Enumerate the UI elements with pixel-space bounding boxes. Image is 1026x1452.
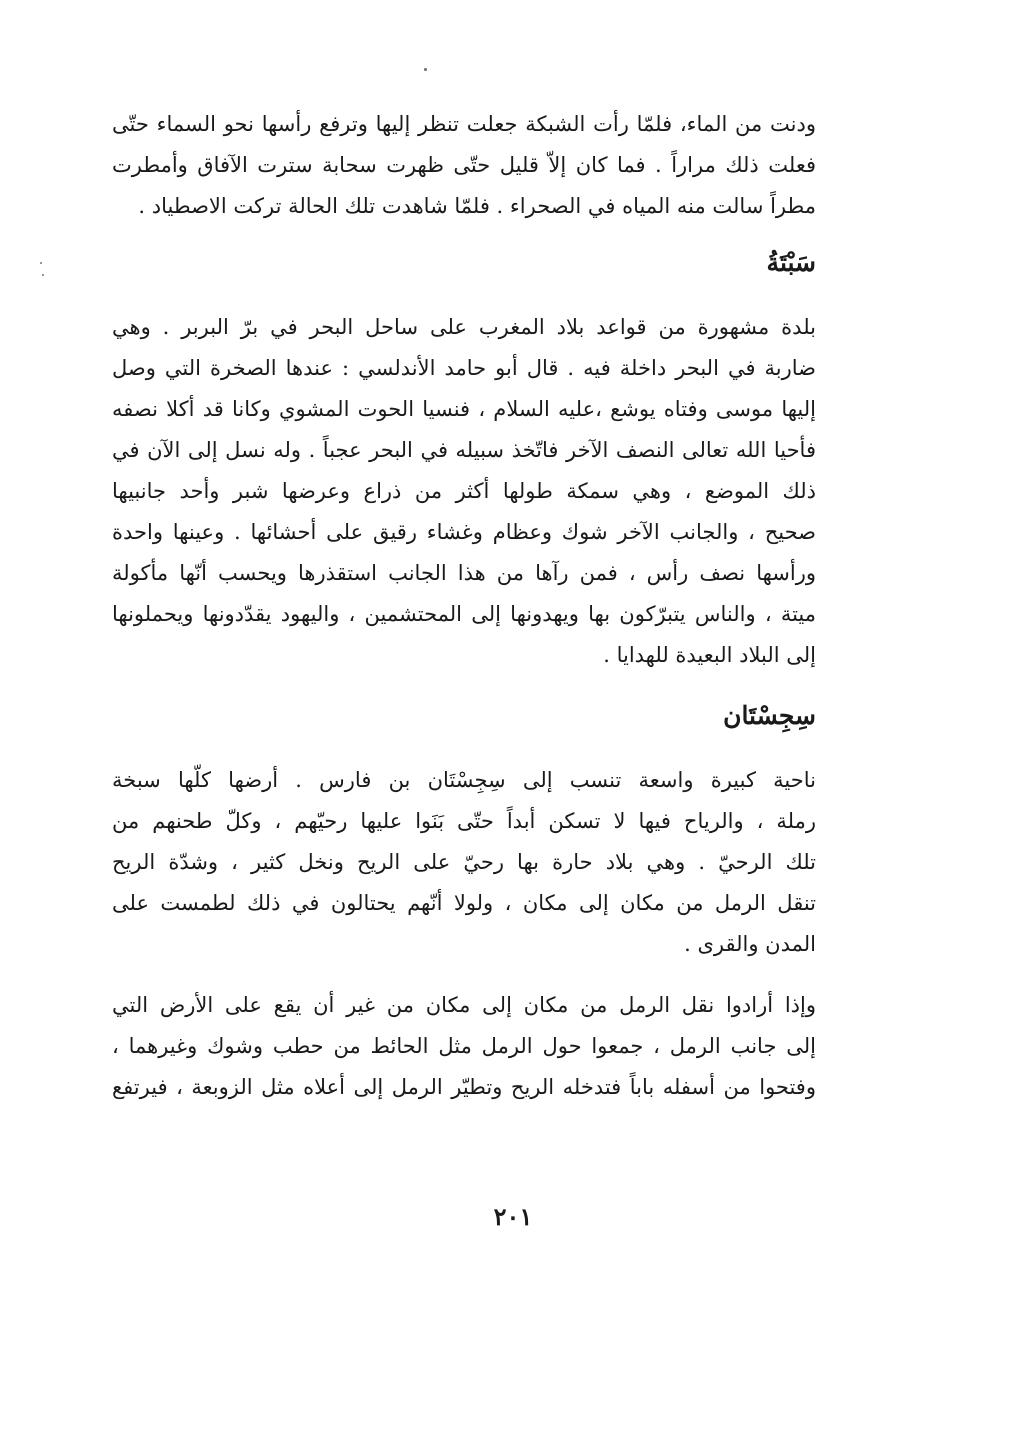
text-line: إلى جانب الرمل ، جمعوا حول الرمل مثل الحائط من حطب وشوك وغيرهما ، bbox=[112, 1034, 816, 1058]
entry-heading-sabta: سَبْتَةُ bbox=[766, 248, 816, 277]
text-line: وإذا أرادوا نقل الرمل من مكان إلى مكان من غير أن يقع على الأرض التي bbox=[112, 993, 816, 1017]
text-line: فعلت ذلك مراراً . فما كان إلاّ قليل حتّى ظهرت سحابة سترت الآفاق وأمطرت bbox=[112, 153, 816, 177]
text-line: ناحية كبيرة واسعة تنسب إلى سِجِسْتَان بن فارس . أرضها كلّها سبخة bbox=[112, 768, 816, 792]
entry-sijistan-para2 bbox=[112, 985, 816, 1108]
text-line: ذلك الموضع ، وهي سمكة طولها أكثر من ذراع وعرضها شبر وأحد جانبيها bbox=[112, 479, 816, 503]
text-line: ورأسها نصف رأس ، فمن رآها من هذا الجانب استقذرها ويحسب أنّها مأكولة bbox=[112, 561, 816, 585]
text-line: ضاربة في البحر داخلة فيه . قال أبو حامد الأندلسي : عندها الصخرة التي وصل bbox=[112, 356, 816, 380]
page-body bbox=[112, 104, 816, 1108]
text-line: ميتة ، والناس يتبرّكون بها ويهدونها إلى المحتشمين ، واليهود يقدّدونها ويحملونها bbox=[112, 602, 816, 626]
text-line: مطراً سالت منه المياه في الصحراء . فلمّا شاهدت تلك الحالة تركت الاصطياد . bbox=[138, 194, 816, 218]
text-line: بلدة مشهورة من قواعد بلاد المغرب على ساحل البحر في برّ البربر . وهي bbox=[112, 315, 816, 339]
text-line: تلك الرحيّ . وهي بلاد حارة بها رحيّ على الريح ونخل كثير ، وشدّة الريح bbox=[112, 850, 816, 874]
scan-speck bbox=[40, 262, 42, 264]
text-line: المدن والقرى . bbox=[684, 932, 816, 956]
text-line: إلى البلاد البعيدة للهدايا . bbox=[603, 643, 816, 667]
text-line: فأحيا الله تعالى النصف الآخر فاتّخذ سبيله في البحر عجباً . وله نسل إلى الآن في bbox=[112, 438, 816, 462]
text-line: وفتحوا من أسفله باباً فتدخله الريح وتطيّر الرمل إلى أعلاه مثل الزوبعة ، فيرتفع bbox=[112, 1075, 816, 1099]
scan-speck bbox=[42, 274, 44, 276]
text-line: صحيح ، والجانب الآخر شوك وعظام وغشاء رقيق على أحشائها . وعينها واحدة bbox=[112, 520, 816, 544]
entry-sijistan-para1 bbox=[112, 760, 816, 965]
scan-speck bbox=[424, 68, 427, 71]
text-line: رملة ، والرياح فيها لا تسكن أبداً حتّى بَنَوا عليها رحيّهم ، وكلّ طحنهم من bbox=[112, 809, 816, 833]
entry-sabta-text bbox=[112, 307, 816, 676]
entry-heading-sijistan: سِجِسْتَان bbox=[723, 701, 816, 730]
page-number: ٢٠١ bbox=[493, 1202, 533, 1231]
text-line: ودنت من الماء، فلمّا رأت الشبكة جعلت تنظر إليها وترفع رأسها نحو السماء حتّى bbox=[112, 112, 816, 136]
top-paragraph bbox=[112, 104, 816, 227]
text-line: تنقل الرمل من مكان إلى مكان ، ولولا أنّهم يحتالون في ذلك لطمست على bbox=[112, 891, 816, 915]
text-line: إليها موسى وفتاه يوشع ،عليه السلام ، فنسيا الحوت المشوي وكانا قد أكلا نصفه bbox=[112, 397, 816, 421]
